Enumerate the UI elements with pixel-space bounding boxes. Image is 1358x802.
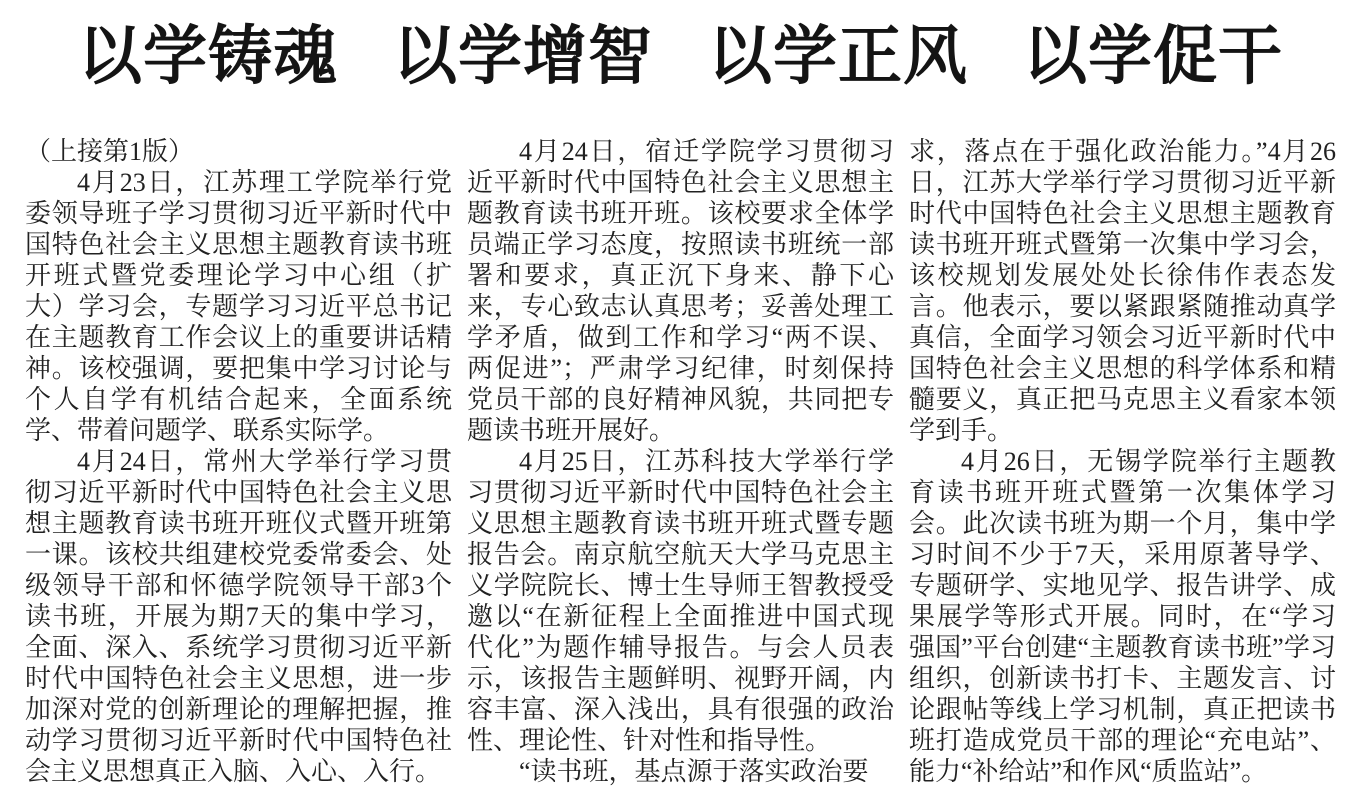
headline-phrase-4: 以学促干 (1023, 20, 1283, 92)
paragraph: 4月26日，无锡学院举行主题教育读书班开班式暨第一次集体学习会。此次读书班为期一个月，集中学习时间不少于7天，采用原著导学、专题研学、实地见学、报告讲学、成果展学等形式开展。同时，在“学习强国”平台创建“主题教育读书班”学习组织，创新读书打卡、主题发言、讨论跟帖等线上学习机制，真正把读书班打造成党员干部的理论“充电站”、能力“补给站”和作风“质监站”。 (909, 447, 1336, 787)
paragraph: 4月23日，江苏理工学院举行党委领导班子学习贯彻习近平新时代中国特色社会主义思想主题教育读书班开班式暨党委理论学习中心组（扩大）学习会，专题学习习近平总书记在主题教育工作会议上的重要讲话精神。该校强调，要把集中学习讨论与个人自学有机结合起来，全面系统学、带着问题学、联系实际学。 (25, 168, 452, 446)
headline-phrase-3: 以学正风 (708, 20, 968, 92)
article-column-2 (467, 136, 894, 787)
article-headline (25, 20, 1336, 94)
headline-phrase-1: 以学铸魂 (78, 20, 338, 92)
article-column-1 (25, 136, 452, 787)
paragraph: 4月24日，常州大学举行学习贯彻习近平新时代中国特色社会主义思想主题教育读书班开班仪式暨开班第一课。该校共组建校党委常委会、处级领导干部和怀德学院领导干部3个读书班，开展为期7天的集中学习，全面、深入、系统学习贯彻习近平新时代中国特色社会主义思想，进一步加深对党的创新理论的理解把握，推动学习贯彻习近平新时代中国特色社会主义思想真正入脑、入心、入行。 (25, 447, 452, 787)
continuation-note: （上接第1版） (25, 137, 195, 167)
headline-phrase-2: 以学增智 (393, 20, 653, 92)
article-column-3 (909, 136, 1336, 787)
paragraph: “读书班，基点源于落实政治要 (519, 757, 869, 787)
paragraph: 4月24日，宿迁学院学习贯彻习近平新时代中国特色社会主义思想主题教育读书班开班。该校要求全体学员端正学习态度，按照读书班统一部署和要求，真正沉下身来、静下心来，专心致志认真思考；妥善处理工学矛盾，做到工作和学习“两不误、两促进”；严肃学习纪律，时刻保持党员干部的良好精神风貌，共同把专题读书班开展好。 (467, 137, 894, 446)
paragraph: 4月25日，江苏科技大学举行学习贯彻习近平新时代中国特色社会主义思想主题教育读书班开班式暨专题报告会。南京航空航天大学马克思主义学院院长、博士生导师王智教授受邀以“在新征程上全面推进中国式现代化”为题作辅导报告。与会人员表示，该报告主题鲜明、视野开阔，内容丰富、深入浅出，具有很强的政治性、理论性、针对性和指导性。 (467, 447, 894, 756)
paragraph-continuation: 求，落点在于强化政治能力。”4月26日，江苏大学举行学习贯彻习近平新时代中国特色社会主义思想主题教育读书班开班式暨第一次集中学习会，该校规划发展处处长徐伟作表态发言。他表示，要以紧跟紧随推动真学真信，全面学习领会习近平新时代中国特色社会主义思想的科学体系和精髓要义，真正把马克思主义看家本领学到手。 (909, 137, 1336, 446)
article-body (25, 136, 1336, 787)
